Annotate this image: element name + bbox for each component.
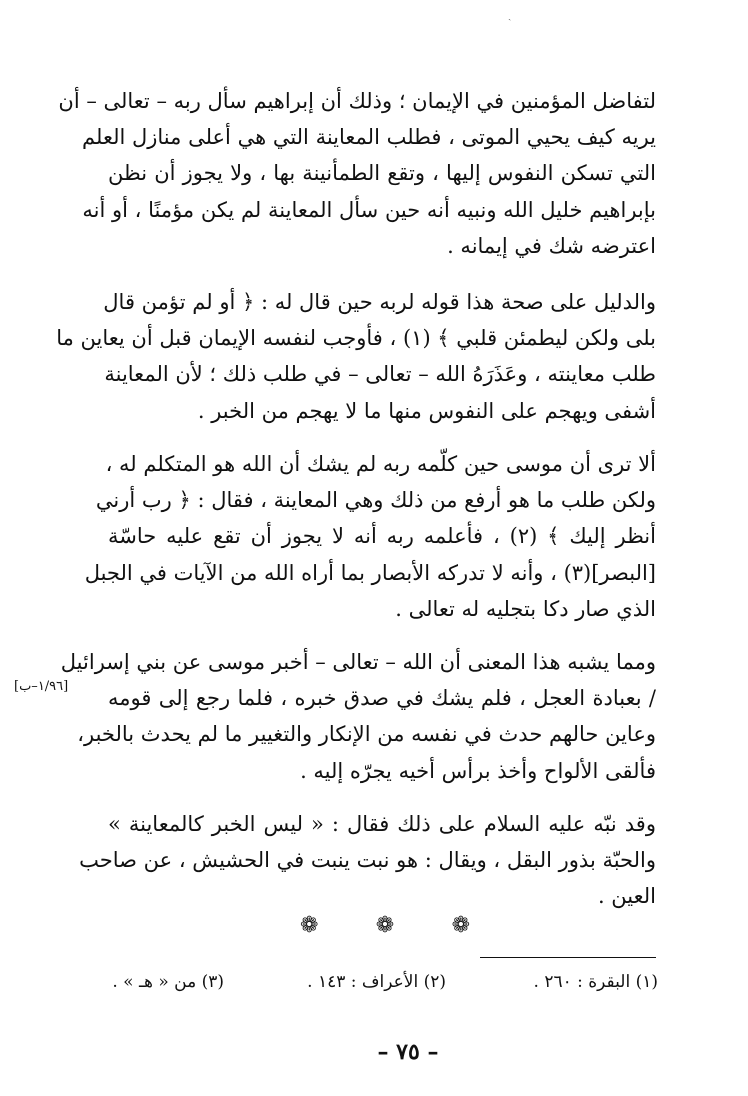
- footnotes: [112, 972, 658, 998]
- text-line: ومما يشبه هذا المعنى أن الله – تعالى – أخبر موسى عن بني إسرائيل: [60, 650, 656, 674]
- text-line: لتفاضل المؤمنين في الإيمان ؛ وذلك أن إبراهيم سأل ربه – تعالى – أن: [58, 89, 656, 113]
- text-line: بإبراهيم خليل الله ونبيه أنه حين سأل المعاينة لم يكن مؤمنًا ، أو أنه: [82, 197, 656, 222]
- text-line: / بعبادة العجل ، فلم يشك في صدق خبره ، فلما رجع إلى قومه: [108, 686, 656, 711]
- text-line: وعاين حالهم حدث في نفسه من الإنكار والتغيير ما لم يحدث بالخبر،: [77, 722, 656, 747]
- footnote-divider: [480, 957, 656, 958]
- paragraph-2: [56, 284, 656, 429]
- text-line: ولكن طلب ما هو أرفع من ذلك وهي المعاينة ، فقال : ﴿ رب أرني: [95, 488, 656, 513]
- text-line: وقد نبّه عليه السلام على ذلك فقال : « ليس الخبر كالمعاينة »: [108, 812, 656, 836]
- text-line: الذي صار دكا بتجليه له تعالى .: [395, 596, 656, 621]
- text-line: والدليل على صحة هذا قوله لربه حين قال له : ﴿ أو لم تؤمن قال: [103, 290, 656, 314]
- ornament-icon: ❁: [451, 913, 470, 938]
- section-separator: [300, 913, 470, 938]
- footnote-3: (٣) من « هـ » .: [112, 972, 224, 992]
- ornament-icon: ❁: [375, 913, 395, 938]
- ornament-icon: ❁: [300, 913, 319, 938]
- text-line: [البصر](٣) ، وأنه لا تدركه الأبصار بما أراه الله من الآيات في الجبل: [84, 560, 656, 585]
- scan-mark: ˏ: [508, 10, 512, 21]
- text-line: العين .: [597, 884, 656, 909]
- paragraph-4: [60, 644, 656, 789]
- paragraph-3: [84, 446, 656, 627]
- text-line: ألا ترى أن موسى حين كلّمه ربه لم يشك أن الله هو المتكلم له ،: [105, 452, 656, 476]
- footnote-1: (١) البقرة : ٢٦٠ .: [533, 972, 658, 992]
- page-number: – ٧٥ –: [377, 1039, 439, 1065]
- text-line: التي تسكن النفوس إليها ، وتقع الطمأنينة بها ، ولا يجوز أن نظن: [108, 161, 656, 186]
- text-line: والحبّة بذور البقل ، ويقال : هو نبت ينبت في الحشيش ، عن صاحب: [79, 848, 656, 873]
- text-line: أشفى ويهجم على النفوس منها ما لا يهجم من الخبر .: [197, 398, 656, 423]
- text-line: بلى ولكن ليطمئن قلبي ﴾ (١) ، فأوجب لنفسه الإيمان قبل أن يعاين ما: [56, 326, 656, 351]
- text-line: طلب معاينته ، وعَذَرَهُ الله – تعالى – في طلب ذلك ؛ لأن المعاينة: [104, 362, 656, 387]
- text-line: فألقى الألواح وأخذ برأس أخيه يجرّه إليه .: [300, 758, 656, 783]
- text-line: يريه كيف يحيي الموتى ، فطلب المعاينة التي هي أعلى منازل العلم: [82, 125, 656, 150]
- paragraph-1: [58, 83, 656, 264]
- manuscript-folio-marker: [١/٩٦–ب]: [14, 679, 69, 694]
- text-line: أنظر إليك ﴾ (٢) ، فأعلمه ربه أنه لا يجوز أن تقع عليه حاسّة: [108, 524, 656, 549]
- footnote-2: (٢) الأعراف : ١٤٣ .: [307, 972, 446, 992]
- text-line: اعترضه شك في إيمانه .: [447, 233, 656, 258]
- paragraph-5: [79, 806, 656, 915]
